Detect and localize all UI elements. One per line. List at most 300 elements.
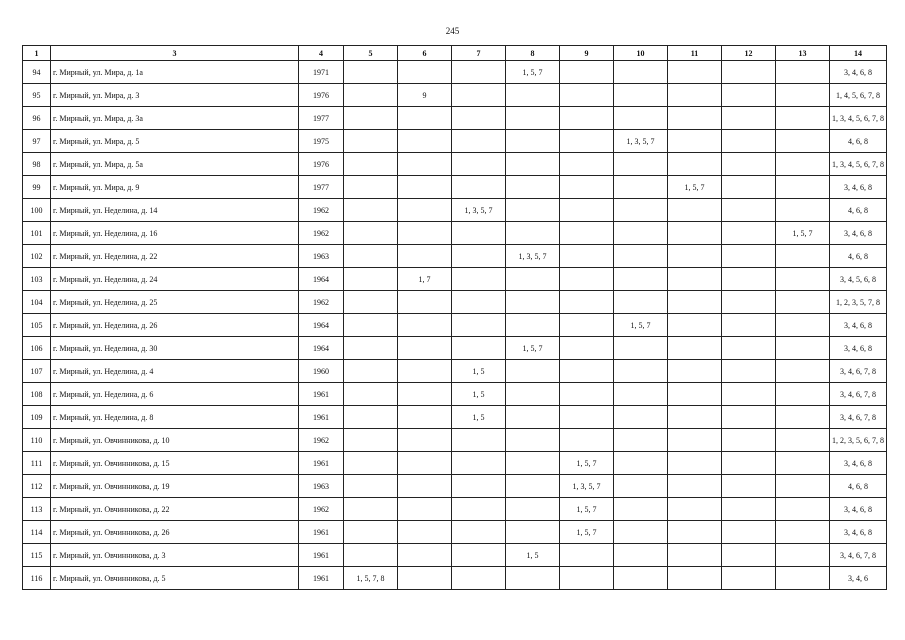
value-cell <box>668 498 722 521</box>
value-cell <box>560 567 614 590</box>
value-cell <box>560 291 614 314</box>
value-cell <box>344 521 398 544</box>
page-number: 245 <box>445 26 460 36</box>
table-row <box>23 291 887 314</box>
value-cell: 1, 3, 4, 5, 6, 7, 8 <box>830 107 887 130</box>
row-number-cell: 97 <box>23 130 51 153</box>
column-header: 1 <box>23 46 51 61</box>
year-cell: 1961 <box>299 521 344 544</box>
year-cell: 1977 <box>299 107 344 130</box>
value-cell <box>614 498 668 521</box>
value-cell: 1, 3, 5, 7 <box>506 245 560 268</box>
address-cell: г. Мирный, ул. Мира, д. 3 <box>51 84 299 107</box>
value-cell <box>614 544 668 567</box>
value-cell <box>452 61 506 84</box>
value-cell <box>668 406 722 429</box>
value-cell <box>452 314 506 337</box>
value-cell <box>668 222 722 245</box>
value-cell: 1, 7 <box>398 268 452 291</box>
value-cell <box>452 521 506 544</box>
row-number-cell: 104 <box>23 291 51 314</box>
address-cell: г. Мирный, ул. Неделина, д. 24 <box>51 268 299 291</box>
value-cell <box>452 176 506 199</box>
row-number-cell: 107 <box>23 360 51 383</box>
value-cell <box>722 383 776 406</box>
value-cell <box>506 521 560 544</box>
value-cell <box>560 153 614 176</box>
value-cell: 1, 3, 5, 7 <box>614 130 668 153</box>
value-cell <box>344 84 398 107</box>
year-cell: 1976 <box>299 84 344 107</box>
value-cell <box>506 222 560 245</box>
table-row <box>23 314 887 337</box>
value-cell <box>506 84 560 107</box>
value-cell: 1, 5, 7 <box>560 521 614 544</box>
value-cell <box>614 61 668 84</box>
value-cell <box>398 130 452 153</box>
value-cell <box>776 314 830 337</box>
year-cell: 1961 <box>299 567 344 590</box>
address-cell: г. Мирный, ул. Овчинникова, д. 5 <box>51 567 299 590</box>
value-cell: 1, 5, 7 <box>614 314 668 337</box>
value-cell <box>560 429 614 452</box>
value-cell <box>398 383 452 406</box>
value-cell <box>398 429 452 452</box>
value-cell <box>506 130 560 153</box>
value-cell <box>668 130 722 153</box>
value-cell <box>398 153 452 176</box>
value-cell <box>776 383 830 406</box>
value-cell <box>668 107 722 130</box>
value-cell: 4, 6, 8 <box>830 245 887 268</box>
value-cell <box>398 360 452 383</box>
value-cell <box>398 521 452 544</box>
table-header-row <box>23 46 887 61</box>
row-number-cell: 103 <box>23 268 51 291</box>
value-cell <box>722 199 776 222</box>
value-cell <box>668 314 722 337</box>
column-header: 5 <box>344 46 398 61</box>
value-cell <box>722 245 776 268</box>
row-number-cell: 113 <box>23 498 51 521</box>
value-cell: 1, 5 <box>452 360 506 383</box>
value-cell: 1, 2, 3, 5, 6, 7, 8 <box>830 429 887 452</box>
value-cell: 1, 5, 7 <box>560 498 614 521</box>
value-cell <box>668 567 722 590</box>
value-cell <box>560 222 614 245</box>
value-cell: 3, 4, 6, 7, 8 <box>830 360 887 383</box>
value-cell <box>722 544 776 567</box>
value-cell: 3, 4, 6, 8 <box>830 314 887 337</box>
value-cell <box>560 406 614 429</box>
value-cell <box>452 130 506 153</box>
value-cell <box>614 84 668 107</box>
value-cell <box>344 475 398 498</box>
value-cell: 4, 6, 8 <box>830 475 887 498</box>
value-cell <box>506 268 560 291</box>
value-cell <box>614 245 668 268</box>
row-number-cell: 116 <box>23 567 51 590</box>
value-cell: 1, 3, 4, 5, 6, 7, 8 <box>830 153 887 176</box>
column-header: 11 <box>668 46 722 61</box>
table-row <box>23 222 887 245</box>
year-cell: 1964 <box>299 337 344 360</box>
value-cell <box>452 245 506 268</box>
value-cell <box>722 429 776 452</box>
value-cell <box>722 521 776 544</box>
value-cell: 3, 4, 6, 8 <box>830 61 887 84</box>
value-cell <box>344 199 398 222</box>
year-cell: 1976 <box>299 153 344 176</box>
year-cell: 1962 <box>299 429 344 452</box>
address-cell: г. Мирный, ул. Неделина, д. 14 <box>51 199 299 222</box>
value-cell <box>398 176 452 199</box>
year-cell: 1960 <box>299 360 344 383</box>
column-header: 12 <box>722 46 776 61</box>
value-cell <box>776 521 830 544</box>
year-cell: 1962 <box>299 222 344 245</box>
value-cell <box>398 567 452 590</box>
value-cell: 3, 4, 6 <box>830 567 887 590</box>
value-cell <box>452 544 506 567</box>
table-row <box>23 360 887 383</box>
year-cell: 1961 <box>299 406 344 429</box>
value-cell <box>398 107 452 130</box>
value-cell <box>776 452 830 475</box>
address-cell: г. Мирный, ул. Мира, д. 9 <box>51 176 299 199</box>
year-cell: 1961 <box>299 544 344 567</box>
value-cell: 3, 4, 6, 8 <box>830 337 887 360</box>
value-cell <box>560 61 614 84</box>
value-cell <box>344 498 398 521</box>
value-cell <box>668 452 722 475</box>
address-cell: г. Мирный, ул. Овчинникова, д. 19 <box>51 475 299 498</box>
table-row <box>23 498 887 521</box>
address-cell: г. Мирный, ул. Овчинникова, д. 10 <box>51 429 299 452</box>
value-cell <box>452 291 506 314</box>
table-row <box>23 429 887 452</box>
value-cell <box>722 567 776 590</box>
value-cell <box>722 291 776 314</box>
value-cell <box>398 475 452 498</box>
value-cell <box>722 84 776 107</box>
value-cell <box>668 245 722 268</box>
address-cell: г. Мирный, ул. Овчинникова, д. 3 <box>51 544 299 567</box>
value-cell <box>776 567 830 590</box>
value-cell <box>344 268 398 291</box>
column-header: 9 <box>560 46 614 61</box>
value-cell <box>722 222 776 245</box>
value-cell: 3, 4, 6, 7, 8 <box>830 406 887 429</box>
row-number-cell: 99 <box>23 176 51 199</box>
value-cell <box>452 452 506 475</box>
value-cell <box>722 153 776 176</box>
value-cell <box>560 360 614 383</box>
value-cell <box>722 452 776 475</box>
value-cell <box>776 176 830 199</box>
value-cell <box>722 107 776 130</box>
value-cell <box>398 406 452 429</box>
value-cell <box>722 360 776 383</box>
value-cell <box>506 176 560 199</box>
value-cell <box>722 176 776 199</box>
table-row <box>23 130 887 153</box>
value-cell <box>776 130 830 153</box>
value-cell <box>776 84 830 107</box>
value-cell <box>344 107 398 130</box>
value-cell: 1, 5, 7 <box>668 176 722 199</box>
value-cell <box>506 567 560 590</box>
address-cell: г. Мирный, ул. Овчинникова, д. 22 <box>51 498 299 521</box>
value-cell <box>560 268 614 291</box>
value-cell <box>560 176 614 199</box>
row-number-cell: 101 <box>23 222 51 245</box>
row-number-cell: 95 <box>23 84 51 107</box>
value-cell <box>614 475 668 498</box>
value-cell <box>452 107 506 130</box>
value-cell <box>614 337 668 360</box>
value-cell <box>776 291 830 314</box>
data-table <box>22 45 887 590</box>
address-cell: г. Мирный, ул. Неделина, д. 22 <box>51 245 299 268</box>
column-header: 6 <box>398 46 452 61</box>
value-cell <box>776 153 830 176</box>
value-cell <box>506 107 560 130</box>
address-cell: г. Мирный, ул. Овчинникова, д. 15 <box>51 452 299 475</box>
address-cell: г. Мирный, ул. Овчинникова, д. 26 <box>51 521 299 544</box>
value-cell <box>776 245 830 268</box>
year-cell: 1963 <box>299 475 344 498</box>
value-cell <box>452 337 506 360</box>
value-cell <box>614 222 668 245</box>
value-cell <box>560 84 614 107</box>
value-cell <box>776 199 830 222</box>
value-cell <box>344 544 398 567</box>
table-row <box>23 406 887 429</box>
address-cell: г. Мирный, ул. Неделина, д. 25 <box>51 291 299 314</box>
table-row <box>23 84 887 107</box>
value-cell: 3, 4, 5, 6, 8 <box>830 268 887 291</box>
value-cell <box>614 291 668 314</box>
table-row <box>23 521 887 544</box>
value-cell <box>668 61 722 84</box>
value-cell <box>398 314 452 337</box>
value-cell: 4, 6, 8 <box>830 130 887 153</box>
value-cell <box>452 222 506 245</box>
value-cell <box>776 429 830 452</box>
value-cell <box>668 199 722 222</box>
value-cell <box>722 61 776 84</box>
year-cell: 1961 <box>299 452 344 475</box>
address-cell: г. Мирный, ул. Неделина, д. 6 <box>51 383 299 406</box>
value-cell <box>398 544 452 567</box>
value-cell <box>614 429 668 452</box>
table-row <box>23 199 887 222</box>
value-cell <box>668 291 722 314</box>
value-cell <box>614 567 668 590</box>
value-cell <box>344 222 398 245</box>
table-row <box>23 245 887 268</box>
value-cell <box>506 153 560 176</box>
value-cell <box>344 360 398 383</box>
row-number-cell: 110 <box>23 429 51 452</box>
value-cell <box>668 429 722 452</box>
value-cell <box>506 360 560 383</box>
row-number-cell: 115 <box>23 544 51 567</box>
row-number-cell: 106 <box>23 337 51 360</box>
value-cell <box>506 452 560 475</box>
row-number-cell: 111 <box>23 452 51 475</box>
year-cell: 1962 <box>299 498 344 521</box>
value-cell: 1, 5 <box>452 406 506 429</box>
year-cell: 1963 <box>299 245 344 268</box>
value-cell <box>722 314 776 337</box>
year-cell: 1961 <box>299 383 344 406</box>
value-cell <box>506 314 560 337</box>
table-row <box>23 153 887 176</box>
value-cell: 3, 4, 6, 8 <box>830 176 887 199</box>
value-cell <box>614 176 668 199</box>
value-cell <box>452 498 506 521</box>
table-row <box>23 567 887 590</box>
value-cell <box>344 61 398 84</box>
value-cell <box>776 544 830 567</box>
row-number-cell: 112 <box>23 475 51 498</box>
value-cell <box>560 245 614 268</box>
value-cell <box>776 475 830 498</box>
value-cell <box>344 406 398 429</box>
value-cell <box>722 268 776 291</box>
column-header: 7 <box>452 46 506 61</box>
value-cell <box>344 452 398 475</box>
value-cell <box>398 291 452 314</box>
value-cell: 3, 4, 6, 8 <box>830 521 887 544</box>
value-cell <box>614 360 668 383</box>
value-cell <box>668 360 722 383</box>
address-cell: г. Мирный, ул. Неделина, д. 8 <box>51 406 299 429</box>
value-cell <box>344 383 398 406</box>
value-cell: 1, 3, 5, 7 <box>452 199 506 222</box>
value-cell <box>776 61 830 84</box>
value-cell <box>506 406 560 429</box>
address-cell: г. Мирный, ул. Мира, д. 5 <box>51 130 299 153</box>
value-cell: 1, 5 <box>506 544 560 567</box>
value-cell <box>560 199 614 222</box>
value-cell <box>776 406 830 429</box>
address-cell: г. Мирный, ул. Мира, д. 1а <box>51 61 299 84</box>
value-cell <box>398 498 452 521</box>
value-cell <box>668 337 722 360</box>
address-cell: г. Мирный, ул. Неделина, д. 26 <box>51 314 299 337</box>
value-cell <box>776 360 830 383</box>
value-cell <box>614 383 668 406</box>
value-cell: 1, 5, 7 <box>506 61 560 84</box>
value-cell <box>452 153 506 176</box>
value-cell <box>506 291 560 314</box>
value-cell <box>506 383 560 406</box>
table-row <box>23 452 887 475</box>
value-cell <box>722 337 776 360</box>
value-cell: 1, 5 <box>452 383 506 406</box>
value-cell: 1, 5, 7 <box>560 452 614 475</box>
value-cell <box>614 406 668 429</box>
value-cell <box>452 268 506 291</box>
row-number-cell: 109 <box>23 406 51 429</box>
value-cell <box>614 452 668 475</box>
value-cell <box>398 337 452 360</box>
value-cell: 1, 3, 5, 7 <box>560 475 614 498</box>
value-cell <box>776 498 830 521</box>
value-cell: 3, 4, 6, 8 <box>830 498 887 521</box>
value-cell <box>668 475 722 498</box>
value-cell <box>398 199 452 222</box>
value-cell: 1, 4, 5, 6, 7, 8 <box>830 84 887 107</box>
address-cell: г. Мирный, ул. Неделина, д. 30 <box>51 337 299 360</box>
value-cell <box>776 268 830 291</box>
value-cell <box>560 544 614 567</box>
value-cell <box>722 498 776 521</box>
value-cell: 3, 4, 6, 7, 8 <box>830 383 887 406</box>
year-cell: 1962 <box>299 199 344 222</box>
value-cell <box>398 452 452 475</box>
value-cell <box>344 429 398 452</box>
table-row <box>23 475 887 498</box>
value-cell <box>614 153 668 176</box>
value-cell <box>506 498 560 521</box>
value-cell <box>614 199 668 222</box>
column-header: 14 <box>830 46 887 61</box>
value-cell <box>506 429 560 452</box>
row-number-cell: 98 <box>23 153 51 176</box>
row-number-cell: 94 <box>23 61 51 84</box>
value-cell <box>344 337 398 360</box>
table-row <box>23 337 887 360</box>
value-cell <box>668 268 722 291</box>
value-cell <box>398 222 452 245</box>
value-cell <box>668 383 722 406</box>
value-cell <box>398 245 452 268</box>
table-row <box>23 61 887 84</box>
value-cell: 1, 5, 7 <box>506 337 560 360</box>
value-cell <box>344 130 398 153</box>
value-cell <box>614 521 668 544</box>
value-cell <box>722 130 776 153</box>
value-cell <box>344 291 398 314</box>
table-row <box>23 176 887 199</box>
row-number-cell: 105 <box>23 314 51 337</box>
value-cell <box>776 107 830 130</box>
column-header: 13 <box>776 46 830 61</box>
value-cell <box>344 245 398 268</box>
table-row <box>23 268 887 291</box>
value-cell: 1, 5, 7, 8 <box>344 567 398 590</box>
row-number-cell: 96 <box>23 107 51 130</box>
value-cell <box>452 475 506 498</box>
row-number-cell: 108 <box>23 383 51 406</box>
value-cell <box>560 383 614 406</box>
value-cell <box>668 521 722 544</box>
value-cell <box>560 130 614 153</box>
table-body <box>23 61 887 590</box>
value-cell <box>668 544 722 567</box>
value-cell <box>452 84 506 107</box>
value-cell <box>614 107 668 130</box>
address-cell: г. Мирный, ул. Мира, д. 5а <box>51 153 299 176</box>
value-cell <box>776 337 830 360</box>
row-number-cell: 114 <box>23 521 51 544</box>
value-cell: 3, 4, 6, 8 <box>830 222 887 245</box>
value-cell <box>722 406 776 429</box>
